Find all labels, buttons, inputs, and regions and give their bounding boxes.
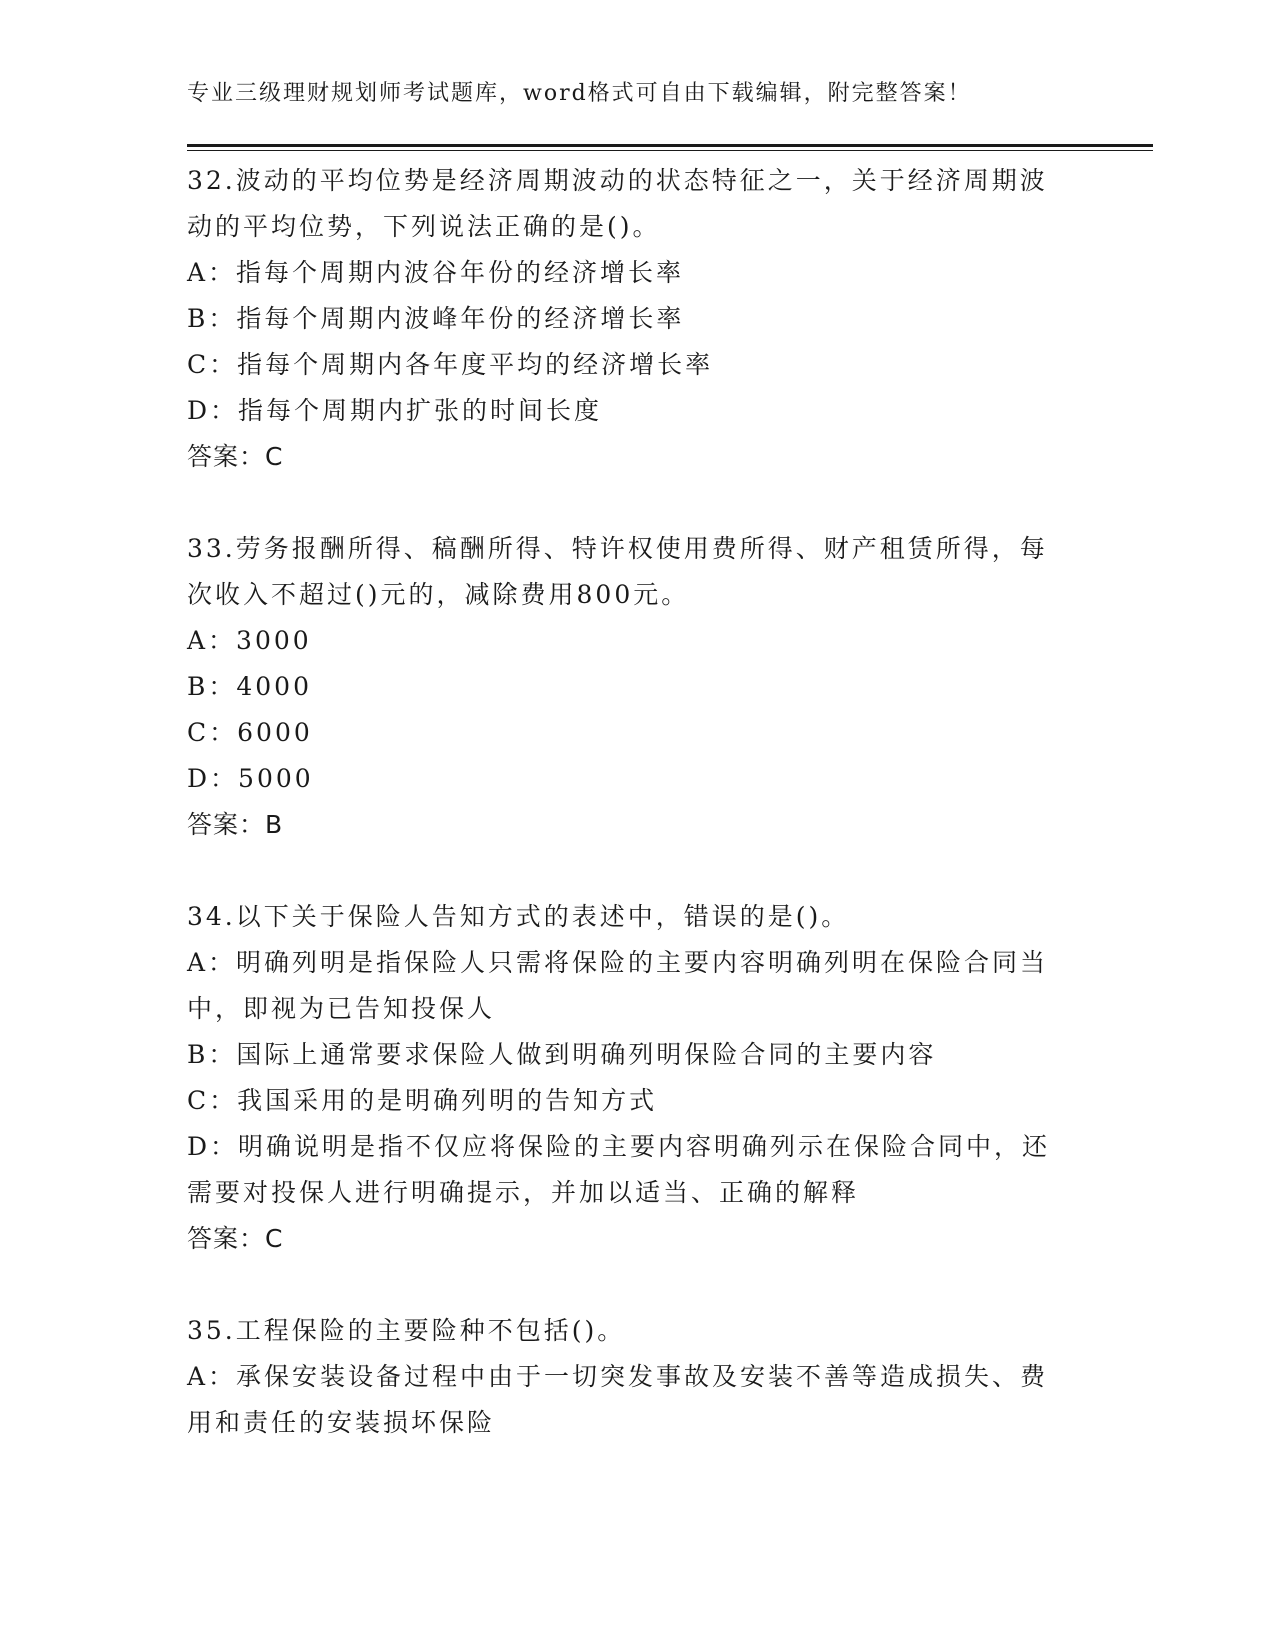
option-line: B：指每个周期内波峰年份的经济增长率 (187, 304, 685, 333)
option-line: A：3000 (187, 626, 312, 655)
option-line: C：指每个周期内各年度平均的经济增长率 (187, 350, 714, 379)
question-stem-line: 35.工程保险的主要险种不包括()。 (187, 1316, 626, 1345)
answer-line: 答案：C (187, 1224, 284, 1253)
question-list (187, 158, 1087, 1492)
question-stem-line: 33.劳务报酬所得、稿酬所得、特许权使用费所得、财产租赁所得，每 (187, 534, 1048, 563)
question-stem-line: 次收入不超过()元的，减除费用800元。 (187, 580, 690, 609)
option-line: B：国际上通常要求保险人做到明确列明保险合同的主要内容 (187, 1040, 937, 1069)
option-line: A：明确列明是指保险人只需将保险的主要内容明确列明在保险合同当 (187, 948, 1049, 977)
question-stem-line: 34.以下关于保险人告知方式的表述中，错误的是()。 (187, 902, 850, 931)
option-line: C：6000 (187, 718, 313, 747)
option-line: B：4000 (187, 672, 312, 701)
option-line: D：明确说明是指不仅应将保险的主要内容明确列示在保险合同中，还 (187, 1132, 1051, 1161)
document-header: 专业三级理财规划师考试题库，word格式可自由下载编辑，附完整答案！ (187, 81, 972, 106)
question-block (187, 894, 1087, 1262)
option-line: D：指每个周期内扩张的时间长度 (187, 396, 603, 425)
question-block (187, 158, 1087, 480)
option-line: 中，即视为已告知投保人 (187, 994, 496, 1023)
answer-line: 答案：B (187, 810, 284, 839)
option-line: 需要对投保人进行明确提示，并加以适当、正确的解释 (187, 1178, 860, 1207)
option-line: A：指每个周期内波谷年份的经济增长率 (187, 258, 685, 287)
option-line: 用和责任的安装损坏保险 (187, 1408, 496, 1437)
answer-line: 答案：C (187, 442, 284, 471)
header-rule-thin (187, 150, 1153, 151)
header-rule-thick (187, 144, 1153, 147)
question-block (187, 526, 1087, 848)
option-line: A：承保安装设备过程中由于一切突发事故及安装不善等造成损失、费 (187, 1362, 1049, 1391)
question-block (187, 1308, 1087, 1446)
option-line: D：5000 (187, 764, 314, 793)
option-line: C：我国采用的是明确列明的告知方式 (187, 1086, 658, 1115)
question-stem-line: 动的平均位势，下列说法正确的是()。 (187, 212, 661, 241)
question-stem-line: 32.波动的平均位势是经济周期波动的状态特征之一，关于经济周期波 (187, 166, 1048, 195)
